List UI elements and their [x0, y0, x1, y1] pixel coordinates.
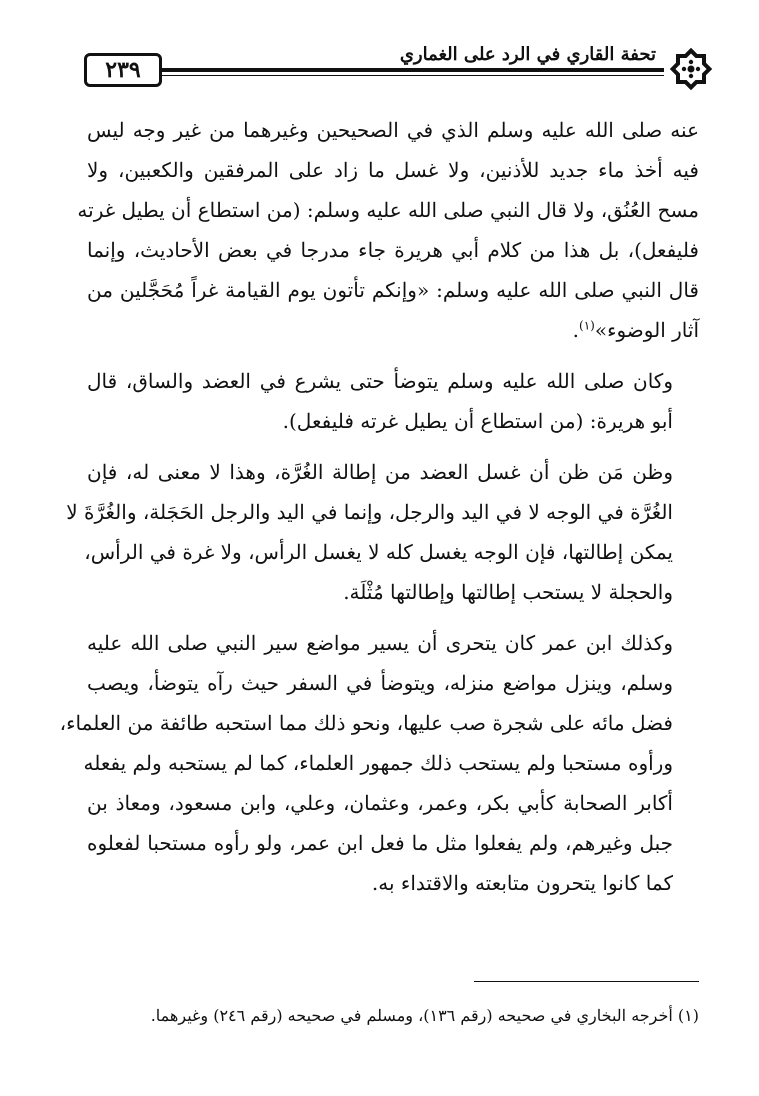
- text-line: وسلم، وينزل مواضع منزله، ويتوضأ في السفر حيث رآه يتوضأ، ويصب: [87, 671, 673, 695]
- eight-point-star-ornament-icon: [668, 46, 714, 92]
- running-title: تحفة القاري في الرد على الغماري: [392, 42, 664, 68]
- paragraph-3: [66, 452, 699, 612]
- page-header: [84, 40, 714, 96]
- text-line: ورأوه مستحبا ولم يستحب ذلك جمهور العلماء، كما لم يستحبه ولم يفعله: [83, 751, 673, 775]
- text-line-with-footnote: [87, 310, 699, 350]
- text-fragment: آثار الوضوء»: [594, 318, 699, 342]
- text-line: يمكن إطالتها، فإن الوجه يغسل كله لا يغسل الرأس، ولا غرة في الرأس،: [84, 540, 673, 564]
- footnote-marker[interactable]: (١): [579, 318, 595, 333]
- text-line: قال النبي صلى الله عليه وسلم: «وإنكم تأتون يوم القيامة غراً مُحَجَّلين من: [87, 278, 699, 302]
- header-rule-thick: [162, 68, 664, 72]
- text-line: وظن مَن ظن أن غسل العضد من إطالة الغُرَّة، وهذا لا معنى له، فإن: [87, 460, 673, 484]
- text-line: أبو هريرة: (من استطاع أن يطيل غرته فليفعل).: [282, 409, 673, 433]
- footnote-text: (١) أخرجه البخاري في صحيحه (رقم ١٣٦)، ومسلم في صحيحه (رقم ٢٤٦) وغيرهما.: [150, 1006, 699, 1025]
- footnote-separator: [474, 981, 699, 982]
- text-line: أكابر الصحابة كأبي بكر، وعمر، وعثمان، وعلي، وابن مسعود، ومعاذ بن: [87, 791, 673, 815]
- text-line: فليفعل)، بل هذا من كلام أبي هريرة جاء مدرجا في بعض الأحاديث، وإنما: [87, 238, 699, 262]
- text-line: كما كانوا يتحرون متابعته والاقتداء به.: [371, 871, 673, 895]
- page-number: ٢٣٩: [84, 53, 162, 87]
- text-line: الغُرَّة في الوجه لا في اليد والرجل، وإنما في اليد والرجل الحَجَلة، والغُرَّةَ لا: [66, 500, 673, 524]
- paragraph-1: [77, 110, 699, 350]
- text-line: مسح العُنُق، ولا قال النبي صلى الله عليه وسلم: (من استطاع أن يطيل غرته: [77, 198, 699, 222]
- text-line: والحجلة لا يستحب إطالتها وإطالتها مُثْلَة.: [343, 580, 673, 604]
- header-rule-thin: [162, 75, 664, 76]
- text-line: جبل وغيرهم، ولم يفعلوا مثل ما فعل ابن عمر، ولو رأوه مستحبا لفعلوه: [87, 831, 673, 855]
- text-line: فضل مائه على شجرة صب عليها، ونحو ذلك مما استحبه طائفة من العلماء،: [59, 711, 673, 735]
- text-line: وكان صلى الله عليه وسلم يتوضأ حتى يشرع في العضد والساق، قال: [87, 369, 673, 393]
- paragraph-4: [59, 623, 699, 903]
- text-line: عنه صلى الله عليه وسلم الذي في الصحيحين وغيرهما من غير وجه ليس: [87, 118, 699, 142]
- text-line: وكذلك ابن عمر كان يتحرى أن يسير مواضع سير النبي صلى الله عليه: [87, 631, 673, 655]
- text-line: فيه أخذ ماء جديد للأذنين، ولا غسل ما زاد على المرفقين والكعبين، ولا: [87, 158, 699, 182]
- text-fragment: .: [572, 318, 579, 342]
- main-text: [59, 110, 699, 914]
- paragraph-2: [87, 361, 699, 441]
